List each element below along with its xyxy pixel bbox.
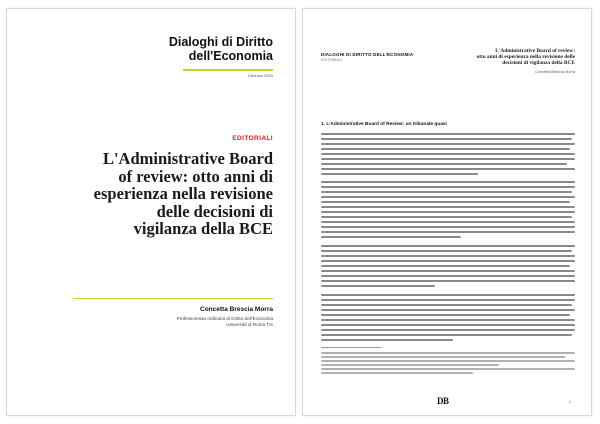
body-paragraph [321,133,575,178]
text-line [321,319,575,321]
text-line [321,294,575,296]
text-line [321,206,575,208]
footnote-line [321,356,565,358]
text-line [321,201,570,203]
text-line [321,324,575,326]
article-title-line: L'Administrative Board [102,149,273,168]
running-head-title [435,48,575,67]
body-paragraph [321,245,575,290]
issue-date: Gennaio 2025 [247,73,273,78]
text-line [321,304,572,306]
text-line [321,148,570,150]
body-paragraph [321,294,575,344]
text-line [321,133,575,135]
article-title-line: vigilanza della BCE [133,219,273,238]
running-head-author: Concetta Brescia Morra [535,70,575,74]
text-line [321,173,478,175]
text-line [321,186,575,188]
footnote-line [321,364,499,366]
running-head-title-line: L'Administrative Board of review: [495,48,575,54]
publisher-logo: DB [437,396,449,406]
text-line [321,196,575,198]
text-line [321,275,575,277]
text-line [321,285,435,287]
running-head-title-line: otto anni di esperienza nella revisione delle [476,54,575,61]
text-line [321,211,575,213]
text-line [321,191,572,193]
page-number: 1 [568,399,571,404]
journal-title-line: Dialoghi di Diritto [168,35,273,49]
text-line [321,158,575,160]
article-title [23,150,273,238]
footnote-line [321,360,575,362]
author-name: Concetta Brescia Morra [200,306,273,313]
article-title-line: delle decisioni di [156,201,273,221]
text-line [321,138,572,140]
author-affiliation: Università di Roma Tre [226,322,273,327]
author-affiliation: Professoressa ordinaria di Diritto dell'Economia [176,316,273,321]
text-line [321,163,567,165]
article-page [302,8,592,416]
article-title-line: esperienza nella revisione [93,184,273,203]
text-line [321,168,575,170]
text-line [321,245,575,247]
text-line [321,265,570,267]
text-line [321,226,575,228]
text-line [321,280,575,282]
text-line [321,329,575,331]
journal-title [73,35,273,63]
section-heading: 1. L'Administrative Board of Review: un tribunale quasi [321,122,447,127]
text-line [321,299,575,301]
accent-rule [183,69,273,71]
text-line [321,250,572,252]
text-line [321,181,575,183]
text-line [321,270,575,272]
running-head-section: EDITORIALI [321,58,343,62]
journal-title-line: dell'Economia [188,49,273,63]
running-head-title-line: decisioni di vigilanza della BCE [502,60,575,67]
text-line [321,260,575,262]
text-line [321,231,575,233]
footnote-line [321,352,575,354]
footnote-line [321,368,575,370]
section-rubric: EDITORIALI [232,135,273,142]
text-line [321,221,575,223]
footnotes [321,352,575,376]
text-line [321,314,570,316]
text-line [321,255,575,257]
text-line [321,334,572,336]
text-line [321,309,575,311]
text-line [321,216,572,218]
body-paragraph [321,181,575,241]
running-head-journal: DIALOGHI DI DIRITTO DELL'ECONOMIA [321,52,414,57]
footnote-rule [321,347,381,348]
author-rule [73,298,273,299]
text-line [321,143,575,145]
text-line [321,236,461,238]
footnote-line [321,372,473,374]
cover-page [6,8,296,416]
text-line [321,153,575,155]
text-line [321,339,453,341]
article-title-line: of review: otto anni di [118,166,273,186]
